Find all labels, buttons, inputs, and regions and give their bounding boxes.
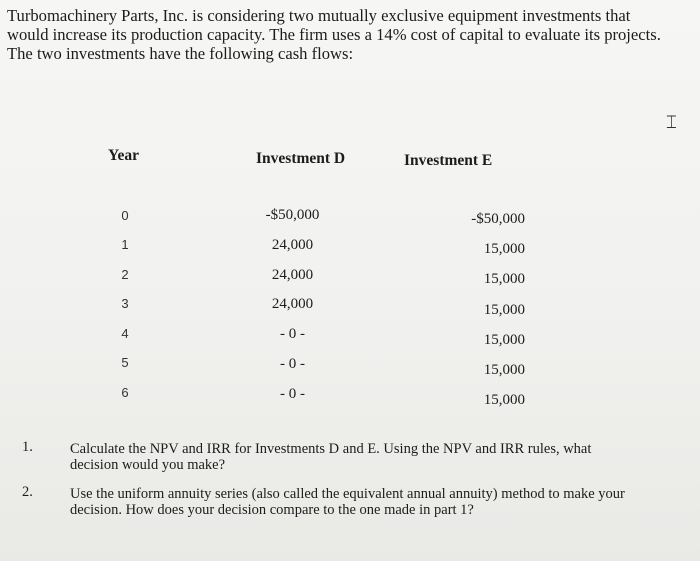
year-cell: 2 xyxy=(121,267,129,282)
text-cursor-icon: ⌶ xyxy=(666,112,677,133)
investment-d-cell: 24,000 xyxy=(271,237,314,253)
investment-d-cell: - 0 - xyxy=(280,356,305,372)
question-number: 2. xyxy=(22,484,33,500)
year-header: Year xyxy=(108,147,139,164)
investment-e-cell: 15,000 xyxy=(483,392,525,408)
year-cell: 4 xyxy=(121,326,129,341)
investment-e-header: Investment E xyxy=(404,152,493,169)
question-text: Calculate the NPV and IRR for Investments D and E. Using the NPV and IRR rules, what decision would you make? xyxy=(70,441,592,473)
investment-e-cell: 15,000 xyxy=(483,302,525,318)
investment-d-cell: 24,000 xyxy=(271,267,314,283)
year-cell: 3 xyxy=(121,296,129,311)
investment-e-cell: 15,000 xyxy=(483,362,525,378)
investment-e-cell: -$50,000 xyxy=(471,211,525,227)
year-cell: 6 xyxy=(121,385,129,400)
year-cell: 1 xyxy=(121,237,129,252)
question-number: 1. xyxy=(22,439,33,455)
investment-e-cell: 15,000 xyxy=(483,241,525,257)
intro-paragraph: Turbomachinery Parts, Inc. is considering two mutually exclusive equipment investments that would increase its production capacity. The firm uses a 14% cost of capital to evaluate its projects. The two investments have the following cash flows: xyxy=(7,6,661,63)
investment-d-cell: -$50,000 xyxy=(265,207,320,223)
investment-e-cell: 15,000 xyxy=(483,271,525,287)
investment-d-cell: - 0 - xyxy=(280,386,305,402)
investment-d-header: Investment D xyxy=(256,150,346,167)
year-cell: 5 xyxy=(121,355,129,370)
investment-d-cell: 24,000 xyxy=(271,296,314,312)
investment-e-cell: 15,000 xyxy=(483,332,525,348)
year-cell: 0 xyxy=(121,208,129,223)
investment-d-cell: - 0 - xyxy=(280,326,305,342)
question-text: Use the uniform annuity series (also called the equivalent annual annuity) method to make your decision. How does your decision compare to the one made in part 1? xyxy=(70,486,625,518)
